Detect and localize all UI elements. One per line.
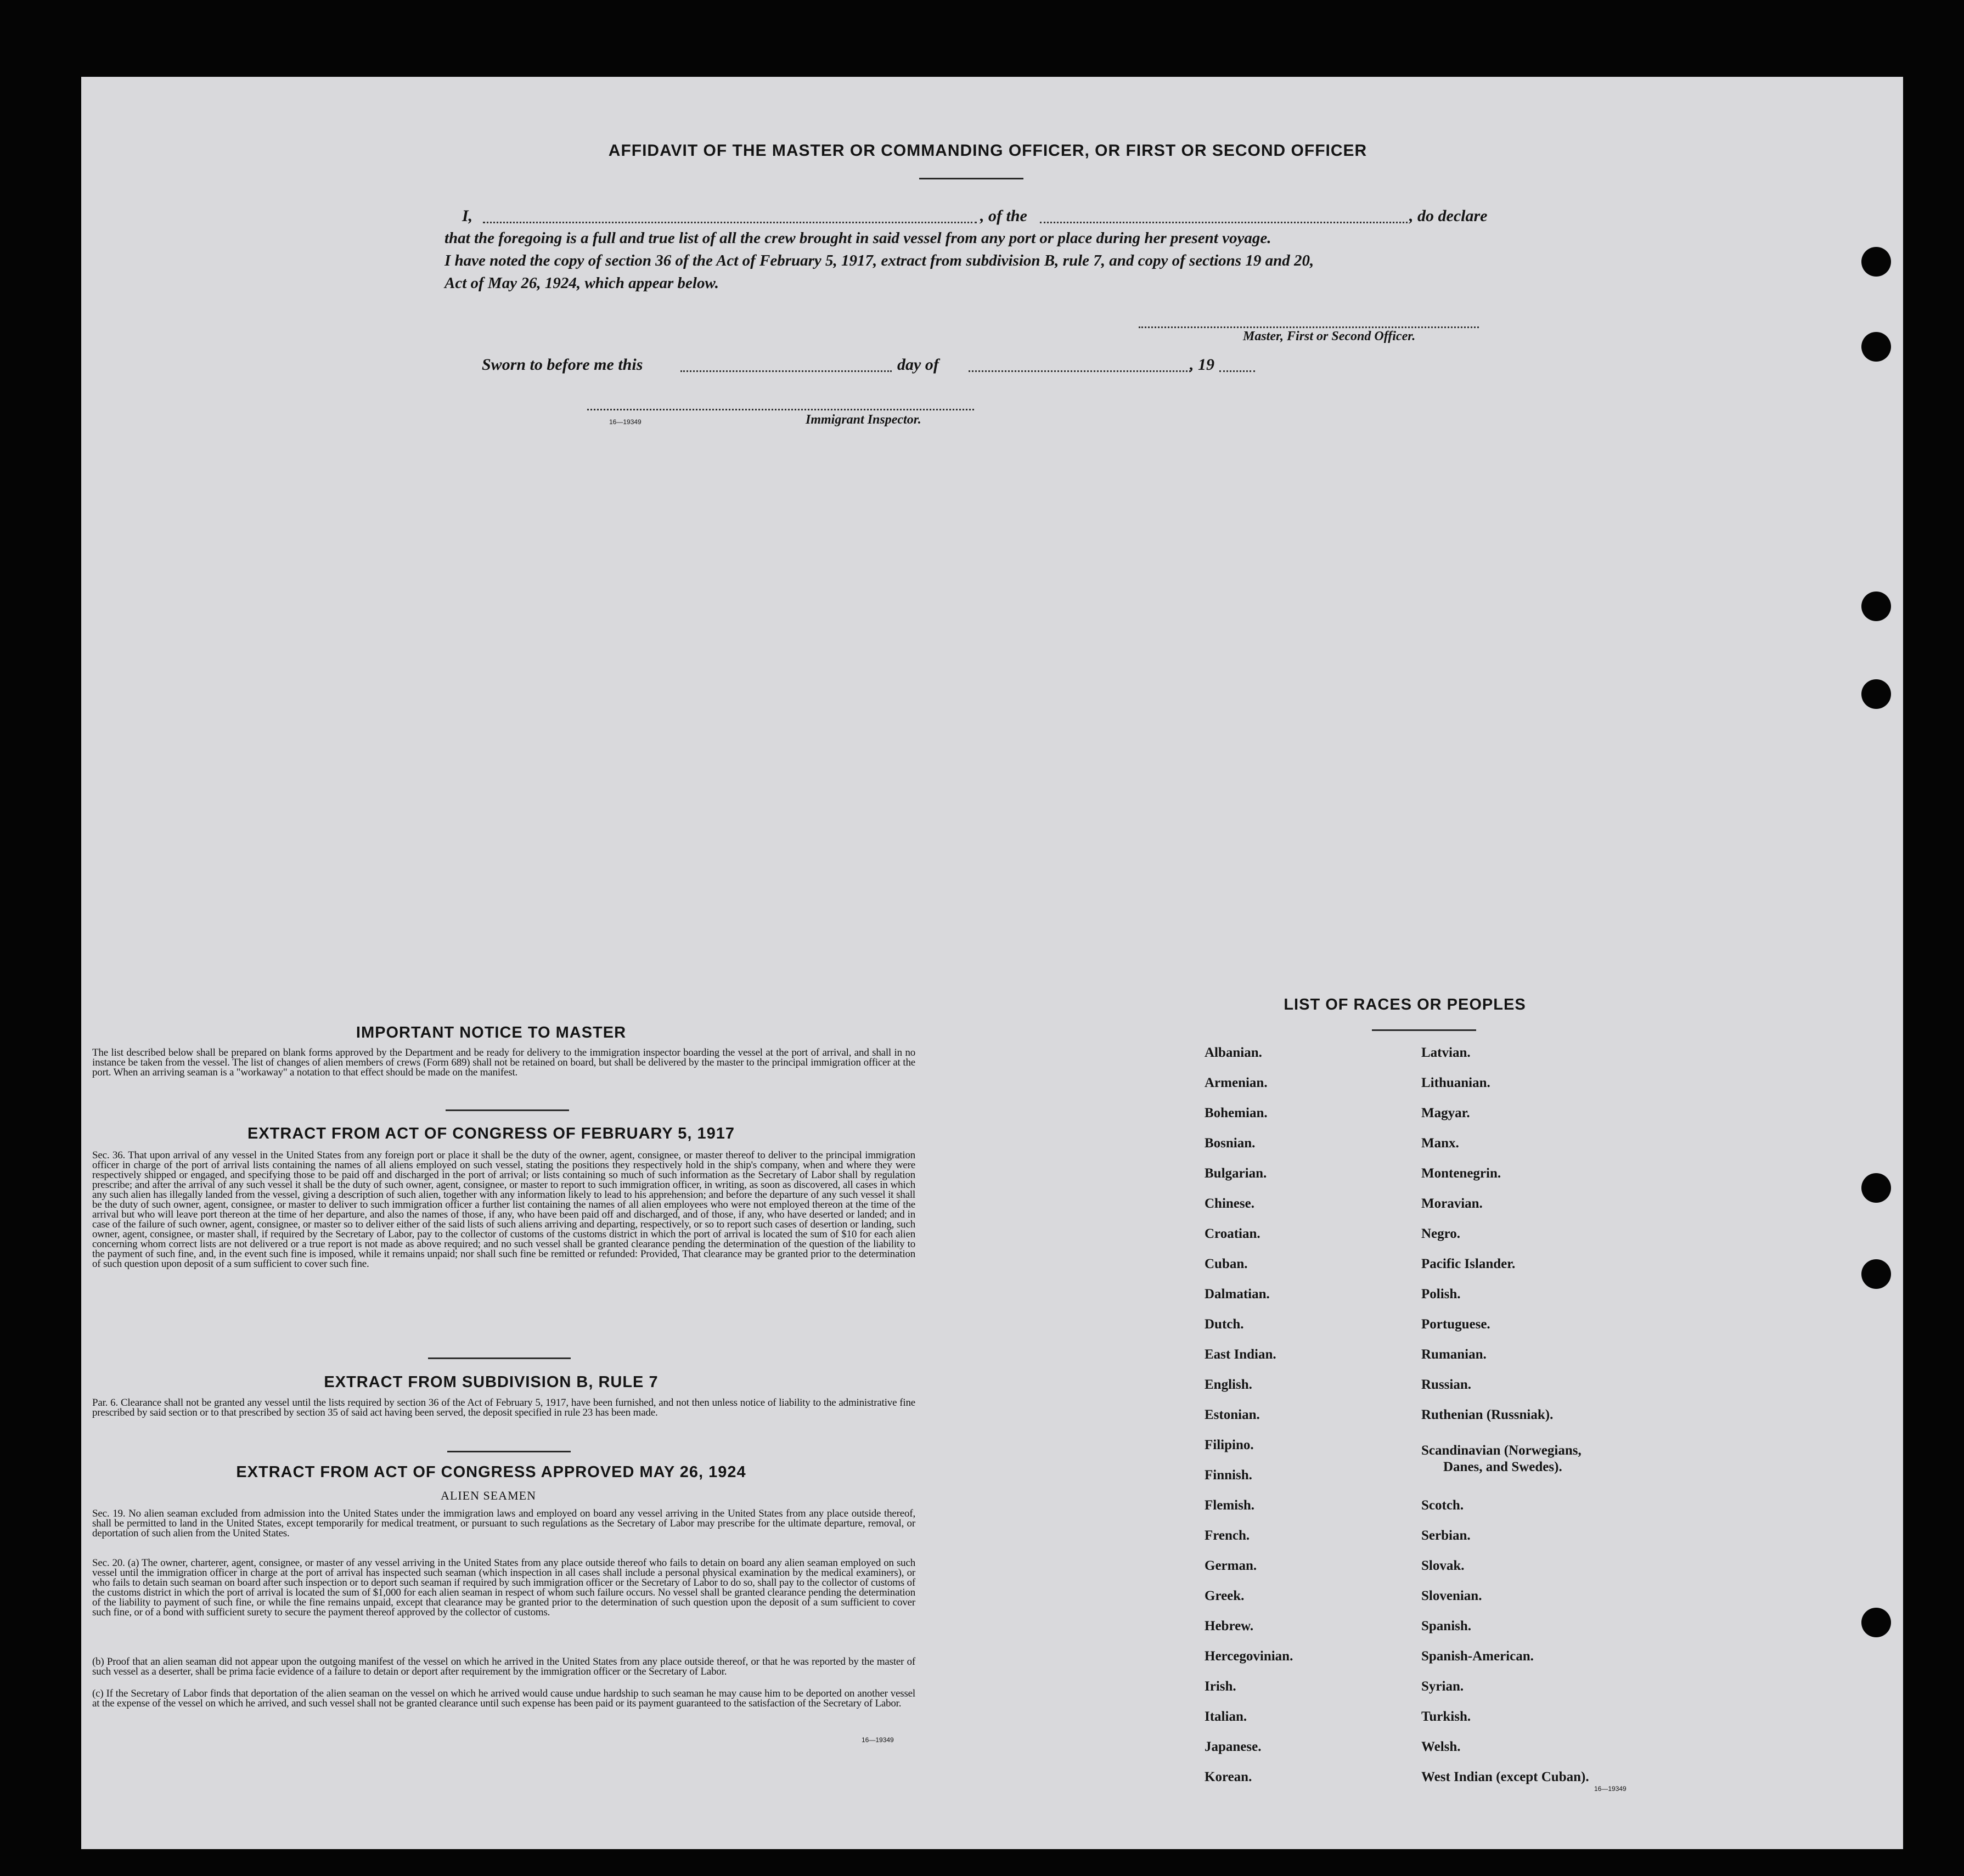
extract-1917-title: EXTRACT FROM ACT OF CONGRESS OF FEBRUARY 5, 1917 (247, 1125, 735, 1142)
inspector-signature-line[interactable] (587, 409, 974, 410)
race-item: German. (1205, 1558, 1257, 1573)
race-item: Scandinavian (Norwegians, (1421, 1443, 1582, 1458)
race-item: Cuban. (1205, 1257, 1248, 1271)
race-item: Bosnian. (1205, 1136, 1256, 1151)
race-item: East Indian. (1205, 1347, 1276, 1362)
race-item: Rumanian. (1421, 1347, 1487, 1362)
extract-1924-subtitle: ALIEN SEAMEN (441, 1489, 536, 1502)
divider (446, 1109, 569, 1111)
name-blank[interactable] (483, 222, 977, 223)
binder-hole (1861, 591, 1891, 621)
race-item: Bohemian. (1205, 1106, 1268, 1120)
sworn-label: Sworn to before me this (482, 356, 643, 374)
race-item: Negro. (1421, 1226, 1461, 1241)
race-item: Russian. (1421, 1377, 1472, 1392)
race-item: Slovak. (1421, 1558, 1465, 1573)
race-item: English. (1205, 1377, 1252, 1392)
race-item: West Indian (except Cuban). (1421, 1770, 1589, 1784)
binder-hole (1861, 247, 1891, 277)
vessel-blank[interactable] (1040, 222, 1408, 223)
race-item: Spanish. (1421, 1619, 1472, 1633)
binder-hole (1861, 1173, 1891, 1203)
race-item: Moravian. (1421, 1196, 1483, 1211)
extract-1917-text: Sec. 36. That upon arrival of any vessel in the United States from any foreign port or place it shall be the duty of the owner, agent, consignee, or master thereof to deliver to the principal immigration officer in charge of the port of arrival lists containing the names of all aliens employed on such vessel, stating the positions they respectively hold in the ship's company, when and where they were respectively shipped or engaged, and specifying those to be paid off and discharged in the port of arrival; or lists containing so much of such information as the Secretary of Labor shall by regulation prescribe; and after the arrival of any such vessel it shall be the duty of such owner, agent, consignee, or master to report to such immigration officer, in writing, as soon as discovered, all cases in which any such alien has illegally landed from the vessel, giving a description of such alien, together with any information likely to lead to his apprehension; and before the departure of any such vessel it shall be the duty of such owner, agent, consignee, or master to deliver to such immigration officer a further list containing the names of all alien employees who were not employed thereon at the time of the arrival but who will leave port thereon at the time of her departure, and also the names of those, if any, who have been paid off and discharged, and of those, if any, who have deserted or landed; and in case of the failure of such owner, agent, consignee, or master so to deliver either of the said lists of such aliens arriving and departing, respectively, or so to report such cases of desertion or landing, such owner, agent, consignee, or master shall, if required by the Secretary of Labor, pay to the collector of customs of the customs district in which the port of arrival is located the sum of $10 for each alien concerning whom correct lists are not delivered or a true report is not made as above required; and no such vessel shall be granted clearance pending the determination of the question of the liability to the payment of such fine, and, in the event such fine is imposed, while it remains unpaid; nor shall such fine be remitted or refunded: Provided, That clearance may be granted prior to the determination of such question upon deposit of a sum sufficient to cover such fine. (92, 1150, 915, 1270)
inspector-label: Immigrant Inspector. (806, 413, 921, 427)
affidavit-i-label: I, (462, 207, 473, 225)
binder-hole (1861, 679, 1891, 709)
extract-rule7-text: Par. 6. Clearance shall not be granted any vessel until the lists required by section 36 of the Act of February 5, 1917, have been furnished, and not then unless notice of liability to the administrative fine prescribed by said section or to that prescribed by section 35 of said act having been served, the deposit specified in rule 23 has been made. (92, 1397, 915, 1418)
race-item: Flemish. (1205, 1498, 1254, 1513)
year-label: , 19 (1190, 356, 1214, 374)
races-form-number: 16—19349 (1594, 1785, 1627, 1793)
race-item: Dutch. (1205, 1317, 1244, 1332)
races-title: LIST OF RACES OR PEOPLES (1284, 996, 1526, 1013)
race-item: Manx. (1421, 1136, 1459, 1151)
extract-rule7-title: EXTRACT FROM SUBDIVISION B, RULE 7 (324, 1373, 659, 1391)
binder-hole (1861, 1259, 1891, 1289)
race-item: Estonian. (1205, 1407, 1260, 1422)
race-item: French. (1205, 1528, 1250, 1543)
affidavit-line3: Act of May 26, 1924, which appear below. (444, 274, 719, 292)
extract-1924-sec20a: Sec. 20. (a) The owner, charterer, agent, consignee, or master of any vessel arriving in the United States from any place outside thereof who fails to detain on board any alien seaman employed on such vessel until the immigration officer in charge at the port of arrival has inspected such seaman (which inspection in all cases shall include a personal physical examination by the medical examiners), or who fails to detain such seaman on board after such inspection or to deport such seaman if required by such immigration officer or the Secretary of Labor to do so, shall pay to the collector of customs of the customs district in which the port of arrival is located the sum of $1,000 for each alien seaman in respect of whom such failure occurs. No vessel shall be granted clearance pending the determination of the liability to payment of such fine, or while the fine remains unpaid, except that clearance may be granted prior to the determination of such question upon the deposit of a sum sufficient to cover such fine, or of a bond with sufficient surety to secure the payment thereof approved by the collector of customs. (92, 1557, 915, 1618)
binder-hole (1861, 332, 1891, 362)
binder-hole (1861, 1608, 1891, 1637)
race-item: Chinese. (1205, 1196, 1254, 1211)
race-item: Slovenian. (1421, 1588, 1482, 1603)
race-item: Finnish. (1205, 1468, 1252, 1483)
race-item: Albanian. (1205, 1045, 1262, 1060)
race-item: Irish. (1205, 1679, 1236, 1694)
divider (447, 1451, 571, 1452)
race-item: Syrian. (1421, 1679, 1464, 1694)
master-signature-label: Master, First or Second Officer. (1243, 329, 1416, 343)
title-underline (919, 178, 1023, 179)
race-item: Japanese. (1205, 1739, 1262, 1754)
notice-title: IMPORTANT NOTICE TO MASTER (356, 1024, 627, 1041)
race-item: Magyar. (1421, 1106, 1470, 1120)
race-item: Portuguese. (1421, 1317, 1490, 1332)
race-item: Hercegovinian. (1205, 1649, 1293, 1664)
master-signature-line[interactable] (1139, 326, 1479, 328)
extract-form-number: 16—19349 (862, 1736, 894, 1744)
race-item: Italian. (1205, 1709, 1247, 1724)
race-item: Ruthenian (Russniak). (1421, 1407, 1554, 1422)
divider (428, 1357, 571, 1359)
race-item: Croatian. (1205, 1226, 1260, 1241)
race-item: Scotch. (1421, 1498, 1464, 1513)
race-item: Dalmatian. (1205, 1287, 1270, 1302)
race-item: Lithuanian. (1421, 1075, 1490, 1090)
race-item: Pacific Islander. (1421, 1257, 1516, 1271)
affidavit-line2: I have noted the copy of section 36 of the Act of February 5, 1917, extract from subdivision B, rule 7, and copy of sections 19 and 20, (444, 252, 1314, 269)
affidavit-do-declare-label: , do declare (1409, 207, 1488, 225)
race-item: Greek. (1205, 1588, 1245, 1603)
race-item: Armenian. (1205, 1075, 1268, 1090)
race-item: Danes, and Swedes). (1443, 1460, 1562, 1474)
race-item: Serbian. (1421, 1528, 1471, 1543)
divider (1372, 1029, 1476, 1031)
day-of-label: day of (897, 356, 939, 374)
race-item: Bulgarian. (1205, 1166, 1267, 1181)
extract-1924-sec20c: (c) If the Secretary of Labor finds that deportation of the alien seaman on the vessel on which he arrived would cause undue hardship to such seaman he may cause him to be deported on another vessel at the expense of the vessel on which he arrived, and such vessel shall not be granted clearance until such expense has been paid or its payment guaranteed to the satisfaction of the Secretary of Labor. (92, 1688, 915, 1709)
race-item: Turkish. (1421, 1709, 1471, 1724)
affidavit-line1: that the foregoing is a full and true list of all the crew brought in said vessel from any port or place during her present voyage. (444, 229, 1271, 247)
race-item: Filipino. (1205, 1438, 1254, 1452)
affidavit-title: AFFIDAVIT OF THE MASTER OR COMMANDING OFFICER, OR FIRST OR SECOND OFFICER (608, 142, 1368, 160)
year-blank[interactable] (1219, 370, 1255, 372)
race-item: Polish. (1421, 1287, 1461, 1302)
race-item: Hebrew. (1205, 1619, 1254, 1633)
affidavit-of-the-label: , of the (980, 207, 1027, 225)
notice-text: The list described below shall be prepared on blank forms approved by the Department and be ready for delivery to the immigration inspector boarding the vessel at the port of arrival, and shall in no instance be taken from the vessel. The list of changes of alien members of crews (Form 689) shall not be retained on board, but shall be delivered by the master to the principal immigration officer at the port. When an arriving seaman is a "workaway" a notation to that effect should be made on the manifest. (92, 1047, 915, 1078)
extract-1924-title: EXTRACT FROM ACT OF CONGRESS APPROVED MAY 26, 1924 (236, 1463, 746, 1481)
sworn-day-blank[interactable] (680, 370, 892, 372)
extract-1924-sec19: Sec. 19. No alien seaman excluded from admission into the United States under the immigration laws and employed on board any vessel arriving in the United States from any place outside thereof, shall be permitted to land in the United States, except temporarily for medical treatment, or pursuant to such regulations as the Secretary of Labor may prescribe for the ultimate departure, removal, or deportation of such alien from the United States. (92, 1508, 915, 1539)
extract-1924-sec20b: (b) Proof that an alien seaman did not appear upon the outgoing manifest of the vessel on which he arrived in the United States from any place outside thereof, or that he was reported by the master of such vessel as a deserter, shall be prima facie evidence of a failure to detain or deport after requirement by the immigration officer or the Secretary of Labor. (92, 1656, 915, 1677)
sworn-month-blank[interactable] (969, 370, 1191, 372)
race-item: Montenegrin. (1421, 1166, 1501, 1181)
race-item: Welsh. (1421, 1739, 1461, 1754)
race-item: Latvian. (1421, 1045, 1471, 1060)
race-item: Korean. (1205, 1770, 1252, 1784)
affidavit-form-number: 16—19349 (609, 418, 641, 426)
race-item: Spanish-American. (1421, 1649, 1534, 1664)
